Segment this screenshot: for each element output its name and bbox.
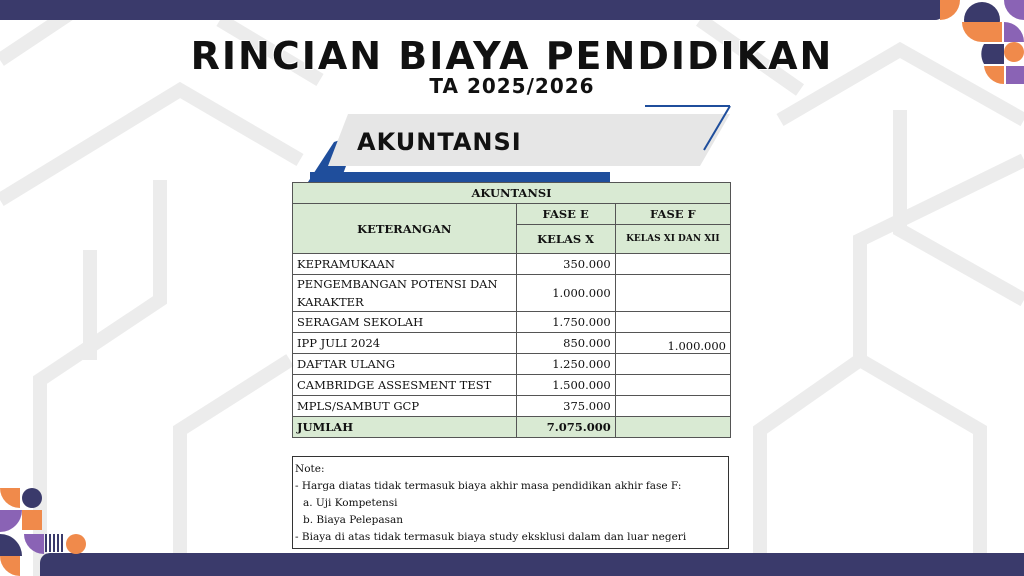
row-value-x: 1.250.000 [516,354,615,375]
table-caption: AKUNTANSI [293,183,731,204]
header-keterangan: KETERANGAN [293,204,517,254]
row-value-x: 1.750.000 [516,312,615,333]
header-kelas-xi-xii: KELAS XI DAN XII [615,225,730,254]
table-row [293,333,731,354]
row-value-xi [615,312,730,333]
row-item: MPLS/SAMBUT GCP [293,396,517,417]
row-item: CAMBRIDGE ASSESMENT TEST [293,375,517,396]
total-label: JUMLAH [293,417,517,438]
note-line: a. Uji Kompetensi [303,497,398,509]
table-row [293,275,731,312]
total-value-xi [615,417,730,438]
table-row [293,354,731,375]
row-item: SERAGAM SEKOLAH [293,312,517,333]
row-item: PENGEMBANGAN POTENSI DAN KARAKTER [293,275,517,312]
note-line: - Harga diatas tidak termasuk biaya akhir masa pendidikan akhir fase F: [295,480,682,492]
row-value-x: 350.000 [516,254,615,275]
row-value-x: 1.500.000 [516,375,615,396]
header-kelas-x: KELAS X [516,225,615,254]
row-value-xi [615,275,730,312]
row-item: DAFTAR ULANG [293,354,517,375]
note-heading: Note: [295,463,325,475]
row-value-xi [615,254,730,275]
row-value-x: 850.000 [516,333,615,354]
fee-table [292,182,731,438]
table-row [293,312,731,333]
row-value-xi [615,375,730,396]
note-line: - Biaya di atas tidak termasuk biaya study eksklusi dalam dan luar negeri [295,531,687,543]
note-line: b. Biaya Pelepasan [303,514,404,526]
header-fase-e: FASE E [516,204,615,225]
total-value-x: 7.075.000 [516,417,615,438]
row-value-xi [615,354,730,375]
page-subtitle: TA 2025/2026 [429,74,595,98]
banner-label: AKUNTANSI [357,128,522,156]
table-row [293,375,731,396]
row-value-x: 1.000.000 [516,275,615,312]
header-fase-f: FASE F [615,204,730,225]
table-row [293,254,731,275]
bottom-bar [40,553,1024,576]
row-item: IPP JULI 2024 [293,333,517,354]
row-value-xi [615,396,730,417]
top-bar [0,0,945,20]
page-title: RINCIAN BIAYA PENDIDIKAN [190,34,834,78]
row-value-x: 375.000 [516,396,615,417]
row-item: KEPRAMUKAAN [293,254,517,275]
total-row [293,417,731,438]
table-row [293,396,731,417]
row-value-xi: 1.000.000 [615,333,730,354]
note-box [292,456,729,549]
decorative-shapes-icon [0,488,90,576]
